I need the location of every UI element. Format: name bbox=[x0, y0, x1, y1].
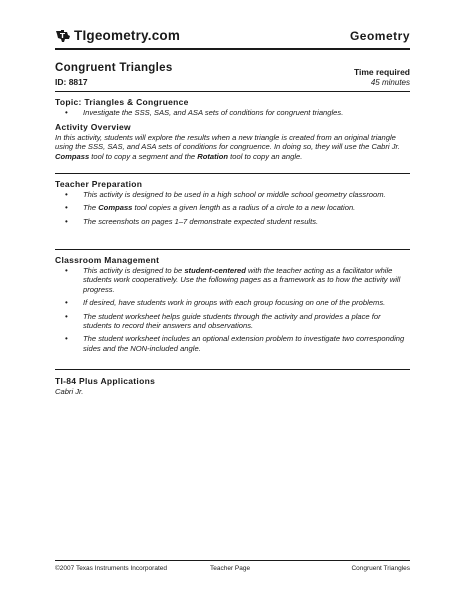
list-item: • This activity is designed to be used in a high school or middle school geometry classroom. bbox=[65, 190, 386, 199]
topic-section bbox=[55, 97, 410, 121]
applications-section bbox=[55, 376, 410, 396]
bullet-icon: • bbox=[65, 216, 68, 226]
time-required-value: 45 minutes bbox=[370, 78, 410, 87]
bullet-icon: • bbox=[65, 266, 68, 275]
section-rule bbox=[55, 249, 410, 250]
footer-title: Congruent Triangles bbox=[351, 565, 410, 572]
list-item: • The student worksheet helps guide students through the activity and provides a place for students to record their answers and observations. bbox=[65, 311, 381, 331]
bullet-icon: • bbox=[65, 190, 68, 199]
applications-heading: TI-84 Plus Applications bbox=[55, 376, 156, 386]
bullet-icon: • bbox=[65, 203, 68, 213]
header-rule bbox=[55, 48, 410, 50]
overview-heading: Activity Overview bbox=[55, 122, 131, 132]
bullet-icon: • bbox=[65, 311, 68, 321]
list-item: • Investigate the SSS, SAS, and ASA sets of conditions for congruent triangles. bbox=[65, 108, 344, 117]
title-rule bbox=[55, 91, 410, 92]
teacher-prep-list bbox=[55, 190, 410, 226]
topic-list bbox=[55, 108, 410, 117]
teacher-prep-heading: Teacher Preparation bbox=[55, 179, 143, 189]
classroom-section bbox=[55, 255, 410, 357]
bullet-icon: • bbox=[65, 298, 68, 308]
applications-text: Cabri Jr. bbox=[55, 387, 84, 396]
subject-label: Geometry bbox=[349, 29, 410, 43]
teacher-prep-section bbox=[55, 179, 410, 230]
section-rule bbox=[55, 173, 410, 174]
classroom-heading: Classroom Management bbox=[55, 255, 160, 265]
footer-rule bbox=[55, 560, 410, 561]
footer-copyright: ©2007 Texas Instruments Incorporated bbox=[55, 565, 167, 572]
page-header bbox=[55, 28, 410, 46]
list-item: • The Compass tool copies a given length as a radius of a circle to a new location. bbox=[65, 203, 356, 213]
bullet-icon: • bbox=[65, 108, 68, 117]
list-item: • This activity is designed to be student-centered with the teacher acting as a facilitator while students work cooperatively. Use the following pages as a framework as to how the activity will progress. bbox=[65, 266, 401, 294]
page-title: Congruent Triangles bbox=[55, 62, 173, 74]
texas-instruments-logo-icon bbox=[55, 29, 71, 43]
list-item: • The screenshots on pages 1–7 demonstrate expected student results. bbox=[65, 216, 319, 226]
site-logo bbox=[55, 28, 180, 43]
section-rule bbox=[55, 369, 410, 370]
overview-section bbox=[55, 122, 410, 161]
footer-page-type: Teacher Page bbox=[210, 565, 251, 572]
time-required-label: Time required bbox=[353, 67, 410, 77]
topic-heading: Topic: Triangles & Congruence bbox=[55, 97, 189, 107]
list-item: • If desired, have students work in groups with each group focusing on one of the problems. bbox=[65, 298, 386, 308]
list-item: • The student worksheet includes an optional extension problem to investigate two corresponding sides and the NON-included angle. bbox=[65, 334, 405, 353]
overview-text: In this activity, students will explore the results when a new triangle is created from an original triangle using the SSS, SAS, and ASA sets of conditions for congruence. In doing so, they will use the Cabri Jr. Compass tool to copy a segment and the Rotation tool to copy an angle. bbox=[55, 133, 400, 161]
activity-id: ID: 8817 bbox=[55, 77, 88, 87]
bullet-icon: • bbox=[65, 334, 68, 344]
logo-text: TIgeometry.com bbox=[74, 28, 181, 43]
classroom-list bbox=[55, 266, 410, 353]
